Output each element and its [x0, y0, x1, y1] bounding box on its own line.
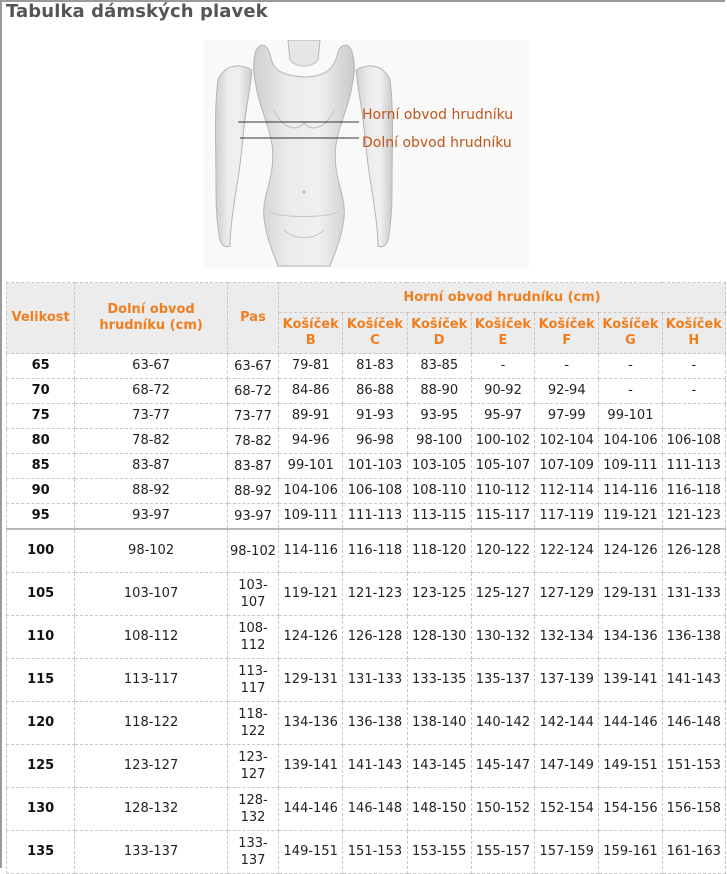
header-cup-h	[662, 313, 725, 354]
lower-bust-cell: 93-97	[75, 504, 228, 530]
cup-cell: 161-163	[662, 831, 725, 874]
mannequin-arm-right	[356, 66, 393, 247]
cup-cell: 133-135	[407, 659, 471, 702]
cup-cell: 84-86	[279, 379, 343, 404]
cup-cell: 99-101	[599, 404, 662, 429]
lower-bust-cell: 78-82	[75, 429, 228, 454]
waist-cell: 73-77	[227, 404, 278, 429]
table-row	[7, 616, 726, 659]
header-cup-g	[599, 313, 662, 354]
cup-cell: 91-93	[343, 404, 407, 429]
cup-cell: 136-138	[662, 616, 725, 659]
lower-bust-cell: 118-122	[75, 702, 228, 745]
cup-cell: 92-94	[535, 379, 599, 404]
cup-cell: 99-101	[279, 454, 343, 479]
cup-cell: 110-112	[471, 479, 534, 504]
cup-cell: 115-117	[471, 504, 534, 530]
cup-cell: 124-126	[599, 529, 662, 573]
cup-cell: 126-128	[662, 529, 725, 573]
cup-cell: 142-144	[535, 702, 599, 745]
table-row	[7, 529, 726, 573]
cup-cell: 129-131	[279, 659, 343, 702]
cup-cell: 103-105	[407, 454, 471, 479]
cup-cell: 130-132	[471, 616, 534, 659]
cup-cell: 125-127	[471, 573, 534, 616]
cup-cell: 116-118	[343, 529, 407, 573]
lower-bust-label: Dolní obvod hrudníku	[362, 135, 512, 151]
waist-cell: 103-107	[227, 573, 278, 616]
lower-bust-cell: 133-137	[75, 831, 228, 874]
waist-cell: 93-97	[227, 504, 278, 530]
size-cell: 75	[7, 404, 75, 429]
cup-cell: 86-88	[343, 379, 407, 404]
cup-cell: 114-116	[599, 479, 662, 504]
cup-cell: 114-116	[279, 529, 343, 573]
table-row	[7, 454, 726, 479]
cup-cell: 141-143	[343, 745, 407, 788]
cup-cell: 123-125	[407, 573, 471, 616]
header-lower-bust: Dolní obvod hrudníku (cm)	[75, 283, 228, 354]
page-title: Tabulka dámských plavek	[6, 1, 268, 22]
cup-cell: 83-85	[407, 354, 471, 379]
cup-cell: 152-154	[535, 788, 599, 831]
header-cup-f	[535, 313, 599, 354]
waist-cell: 123-127	[227, 745, 278, 788]
cup-cell: 150-152	[471, 788, 534, 831]
header-cup-e	[471, 313, 534, 354]
cup-cell: 137-139	[535, 659, 599, 702]
cup-cell: -	[535, 354, 599, 379]
lower-bust-cell: 123-127	[75, 745, 228, 788]
cup-cell: 153-155	[407, 831, 471, 874]
cup-cell: 119-121	[279, 573, 343, 616]
cup-cell: 106-108	[343, 479, 407, 504]
mannequin-torso	[254, 45, 355, 266]
cup-cell: 143-145	[407, 745, 471, 788]
waist-cell: 118-122	[227, 702, 278, 745]
cup-cell: 105-107	[471, 454, 534, 479]
cup-cell: 124-126	[279, 616, 343, 659]
cup-cell: 98-100	[407, 429, 471, 454]
cup-cell: -	[471, 354, 534, 379]
cup-cell: 144-146	[279, 788, 343, 831]
cup-cell: 107-109	[535, 454, 599, 479]
waist-cell: 83-87	[227, 454, 278, 479]
waist-cell: 98-102	[227, 529, 278, 573]
cup-cell: 121-123	[343, 573, 407, 616]
cup-cell: 118-120	[407, 529, 471, 573]
size-cell: 110	[7, 616, 75, 659]
header-upper-bust: Horní obvod hrudníku (cm)	[279, 283, 726, 313]
cup-cell: 104-106	[599, 429, 662, 454]
cup-cell: 148-150	[407, 788, 471, 831]
lower-bust-cell: 108-112	[75, 616, 228, 659]
table-row	[7, 702, 726, 745]
cup-letter: G	[625, 333, 636, 348]
size-table	[6, 282, 726, 874]
lower-bust-cell: 73-77	[75, 404, 228, 429]
cup-cell: 121-123	[662, 504, 725, 530]
cup-cell: 136-138	[343, 702, 407, 745]
cup-letter: C	[370, 333, 380, 348]
header-cup-d	[407, 313, 471, 354]
cup-cell: 90-92	[471, 379, 534, 404]
cup-cell: 139-141	[279, 745, 343, 788]
cup-cell: 81-83	[343, 354, 407, 379]
mannequin-illustration	[204, 40, 529, 268]
cup-cell: 154-156	[599, 788, 662, 831]
lower-bust-cell: 98-102	[75, 529, 228, 573]
cup-word: Košíček	[538, 317, 595, 332]
waist-cell: 108-112	[227, 616, 278, 659]
size-cell: 85	[7, 454, 75, 479]
table-row	[7, 354, 726, 379]
waist-cell: 113-117	[227, 659, 278, 702]
table-row	[7, 504, 726, 530]
size-cell: 130	[7, 788, 75, 831]
cup-cell: 129-131	[599, 573, 662, 616]
cup-cell: -	[599, 379, 662, 404]
cup-cell: 97-99	[535, 404, 599, 429]
size-cell: 95	[7, 504, 75, 530]
cup-cell: 149-151	[279, 831, 343, 874]
table-row	[7, 745, 726, 788]
measurement-figure	[204, 40, 529, 268]
cup-cell: 93-95	[407, 404, 471, 429]
cup-cell: 146-148	[343, 788, 407, 831]
cup-cell: 156-158	[662, 788, 725, 831]
size-cell: 90	[7, 479, 75, 504]
waist-cell: 63-67	[227, 354, 278, 379]
table-row	[7, 659, 726, 702]
table-row	[7, 573, 726, 616]
table-body	[7, 354, 726, 874]
cup-cell: 128-130	[407, 616, 471, 659]
mannequin-arm-left	[216, 66, 253, 247]
cup-cell: 109-111	[599, 454, 662, 479]
cup-cell: 111-113	[662, 454, 725, 479]
cup-cell: 145-147	[471, 745, 534, 788]
table-header-row	[7, 283, 726, 313]
cup-cell: 134-136	[599, 616, 662, 659]
size-cell: 80	[7, 429, 75, 454]
cup-cell: 141-143	[662, 659, 725, 702]
lower-bust-cell: 128-132	[75, 788, 228, 831]
cup-cell: 94-96	[279, 429, 343, 454]
cup-cell: 100-102	[471, 429, 534, 454]
cup-cell: 89-91	[279, 404, 343, 429]
cup-cell: 109-111	[279, 504, 343, 530]
cup-cell	[662, 404, 725, 429]
cup-cell: 96-98	[343, 429, 407, 454]
cup-cell: 135-137	[471, 659, 534, 702]
cup-cell: 146-148	[662, 702, 725, 745]
cup-cell: 95-97	[471, 404, 534, 429]
cup-cell: 138-140	[407, 702, 471, 745]
header-size: Velikost	[7, 283, 75, 354]
waist-cell: 68-72	[227, 379, 278, 404]
cup-cell: -	[599, 354, 662, 379]
header-cup-b	[279, 313, 343, 354]
mannequin-neck	[288, 40, 320, 66]
size-cell: 105	[7, 573, 75, 616]
cup-cell: 120-122	[471, 529, 534, 573]
cup-letter: B	[305, 333, 316, 348]
cup-letter: D	[433, 333, 445, 348]
cup-cell: -	[662, 379, 725, 404]
cup-cell: 106-108	[662, 429, 725, 454]
cup-cell: 88-90	[407, 379, 471, 404]
lower-bust-cell: 113-117	[75, 659, 228, 702]
size-cell: 115	[7, 659, 75, 702]
cup-cell: 151-153	[343, 831, 407, 874]
size-cell: 135	[7, 831, 75, 874]
cup-cell: 113-115	[407, 504, 471, 530]
cup-word: Košíček	[474, 317, 532, 332]
table-row	[7, 379, 726, 404]
cup-cell: 159-161	[599, 831, 662, 874]
cup-cell: 111-113	[343, 504, 407, 530]
cup-cell: 134-136	[279, 702, 343, 745]
cup-word: Košíček	[346, 317, 404, 332]
cup-cell: -	[662, 354, 725, 379]
mannequin-navel	[302, 190, 305, 193]
cup-cell: 131-133	[343, 659, 407, 702]
cup-word: Košíček	[665, 317, 722, 332]
cup-cell: 131-133	[662, 573, 725, 616]
size-cell: 70	[7, 379, 75, 404]
cup-cell: 149-151	[599, 745, 662, 788]
cup-cell: 101-103	[343, 454, 407, 479]
lower-bust-cell: 63-67	[75, 354, 228, 379]
lower-bust-cell: 88-92	[75, 479, 228, 504]
cup-letter: E	[498, 333, 508, 348]
cup-cell: 112-114	[535, 479, 599, 504]
waist-cell: 78-82	[227, 429, 278, 454]
cup-cell: 119-121	[599, 504, 662, 530]
table-row	[7, 831, 726, 874]
table-row	[7, 788, 726, 831]
cup-word: Košíček	[602, 317, 659, 332]
table-row	[7, 479, 726, 504]
upper-bust-label: Horní obvod hrudníku	[362, 107, 514, 123]
size-cell: 100	[7, 529, 75, 573]
waist-cell: 133-137	[227, 831, 278, 874]
cup-cell: 102-104	[535, 429, 599, 454]
cup-cell: 117-119	[535, 504, 599, 530]
size-cell: 125	[7, 745, 75, 788]
lower-bust-cell: 68-72	[75, 379, 228, 404]
cup-cell: 116-118	[662, 479, 725, 504]
cup-cell: 155-157	[471, 831, 534, 874]
size-cell: 65	[7, 354, 75, 379]
cup-letter: H	[688, 333, 700, 348]
cup-cell: 132-134	[535, 616, 599, 659]
cup-cell: 126-128	[343, 616, 407, 659]
cup-cell: 139-141	[599, 659, 662, 702]
cup-word: Košíček	[411, 317, 468, 332]
waist-cell: 128-132	[227, 788, 278, 831]
cup-cell: 104-106	[279, 479, 343, 504]
cup-cell: 79-81	[279, 354, 343, 379]
cup-cell: 144-146	[599, 702, 662, 745]
cup-cell: 151-153	[662, 745, 725, 788]
table-row	[7, 404, 726, 429]
cup-word: Košíček	[282, 317, 339, 332]
cup-cell: 127-129	[535, 573, 599, 616]
cup-cell: 122-124	[535, 529, 599, 573]
table-row	[7, 429, 726, 454]
header-cup-c	[343, 313, 407, 354]
cup-cell: 147-149	[535, 745, 599, 788]
cup-letter: F	[562, 333, 572, 348]
cup-cell: 108-110	[407, 479, 471, 504]
lower-bust-cell: 103-107	[75, 573, 228, 616]
size-cell: 120	[7, 702, 75, 745]
cup-cell: 140-142	[471, 702, 534, 745]
header-waist: Pas	[227, 283, 278, 354]
cup-cell: 157-159	[535, 831, 599, 874]
waist-cell: 88-92	[227, 479, 278, 504]
lower-bust-cell: 83-87	[75, 454, 228, 479]
